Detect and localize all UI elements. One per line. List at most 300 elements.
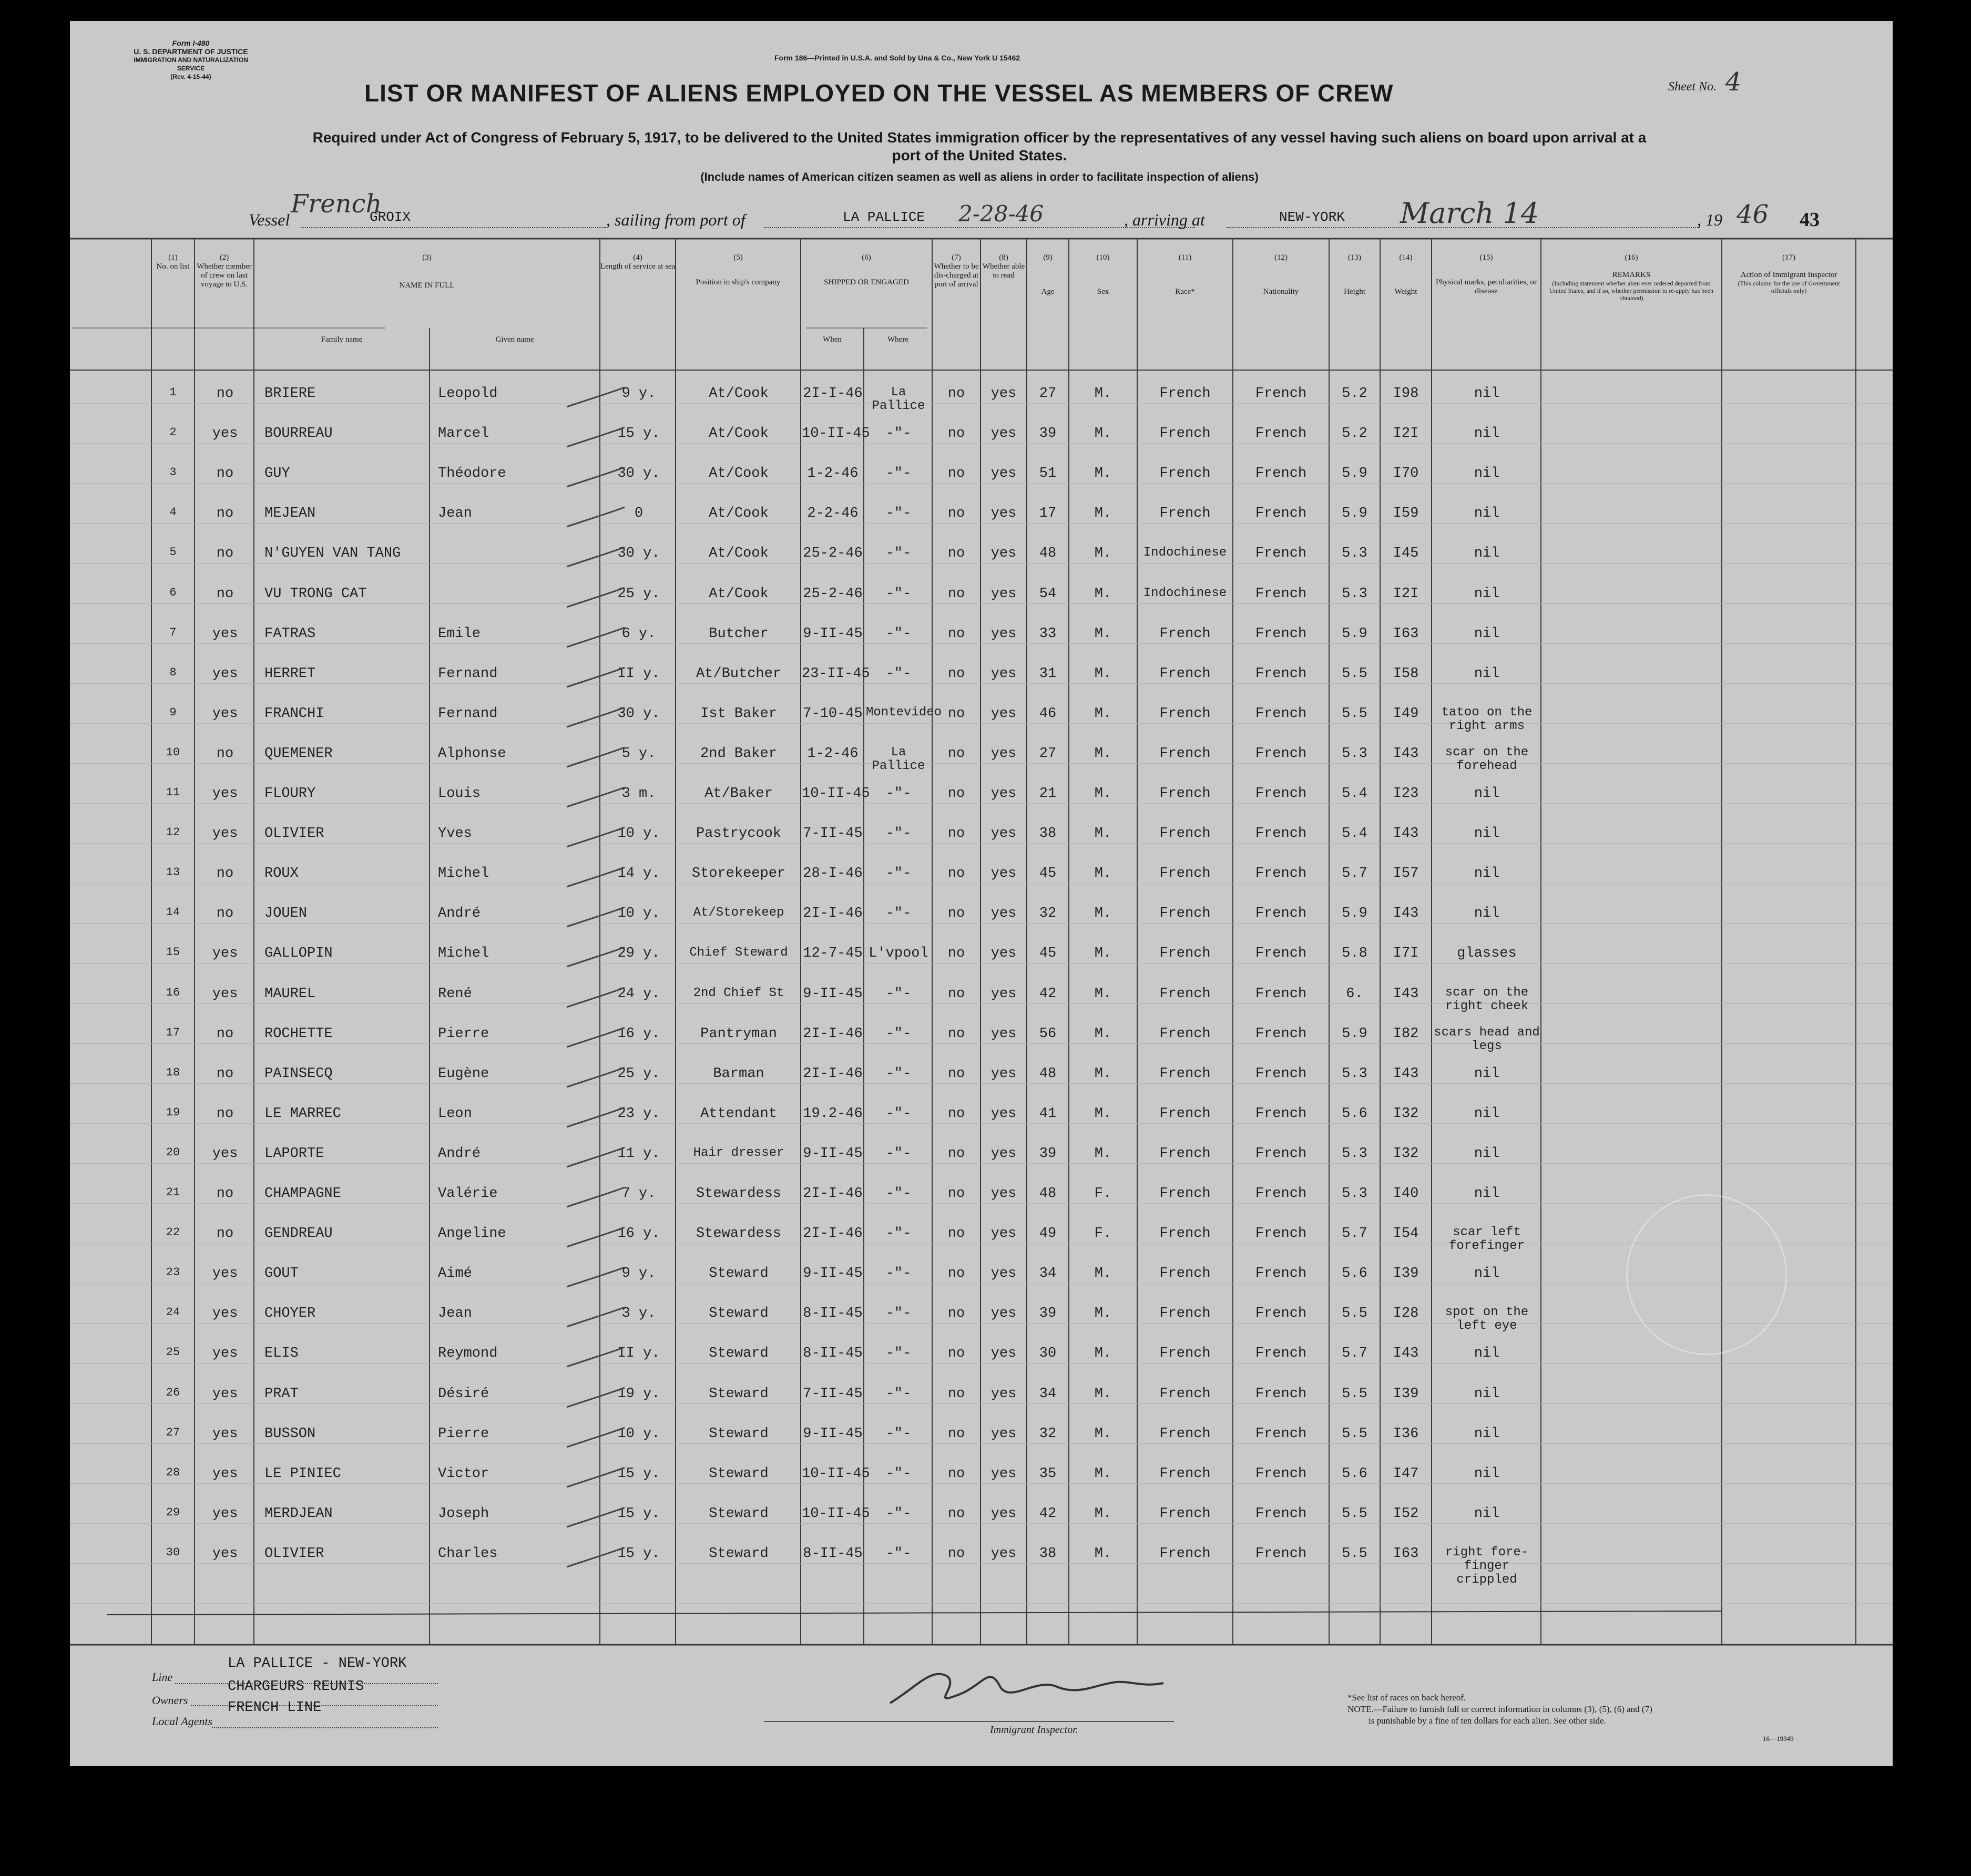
sex-cell: M. bbox=[1094, 1386, 1112, 1402]
sex-cell: M. bbox=[1094, 1145, 1112, 1162]
physical-marks-cell: scars head and legs bbox=[1434, 1025, 1540, 1053]
height-cell: 5.6 bbox=[1342, 1266, 1367, 1282]
height-cell: 5.3 bbox=[1342, 1186, 1367, 1202]
weight-cell: I40 bbox=[1393, 1186, 1419, 1202]
able-to-read-cell: yes bbox=[990, 705, 1017, 722]
weight-cell: I23 bbox=[1393, 786, 1419, 802]
local-agents-label: Local Agents bbox=[152, 1715, 213, 1728]
shipped-when-cell: 10-II-45 bbox=[802, 1465, 870, 1482]
nationality-cell: French bbox=[1255, 1545, 1307, 1562]
nationality-cell: French bbox=[1255, 986, 1307, 1002]
family-name-cell: BOURREAU bbox=[264, 426, 333, 442]
age-cell: 21 bbox=[1039, 786, 1057, 802]
shipped-when-cell: 7-II-45 bbox=[803, 826, 863, 842]
given-name-cell: Angeline bbox=[438, 1226, 506, 1242]
discharged-cell: no bbox=[947, 586, 965, 602]
height-cell: 5.3 bbox=[1342, 1145, 1367, 1162]
height-cell: 5.6 bbox=[1342, 1465, 1367, 1482]
check-mark bbox=[564, 745, 627, 771]
nationality-cell: French bbox=[1255, 826, 1307, 842]
discharged-cell: no bbox=[947, 626, 965, 642]
age-cell: 38 bbox=[1039, 1545, 1057, 1562]
age-cell: 54 bbox=[1039, 586, 1057, 602]
family-name-cell: CHAMPAGNE bbox=[264, 1186, 341, 1202]
race-cell: French bbox=[1159, 1026, 1211, 1042]
shipped-where-cell: -"- bbox=[885, 906, 912, 922]
check-mark bbox=[564, 1225, 627, 1251]
local-agents-value: FRENCH LINE bbox=[228, 1700, 322, 1716]
row-number-cell: 6 bbox=[169, 586, 177, 599]
age-cell: 34 bbox=[1039, 1386, 1057, 1402]
race-cell: French bbox=[1159, 866, 1211, 882]
prev-voyage-cell: yes bbox=[212, 626, 238, 642]
row-number-cell: 23 bbox=[166, 1266, 180, 1279]
able-to-read-cell: yes bbox=[990, 506, 1017, 522]
col-age-header: (9) Age bbox=[1041, 253, 1055, 296]
position-cell: 2nd Baker bbox=[700, 745, 777, 762]
physical-marks-cell: nil bbox=[1474, 1346, 1500, 1362]
race-cell: French bbox=[1159, 466, 1211, 482]
discharged-cell: no bbox=[947, 1145, 965, 1162]
given-name-cell: Fernand bbox=[438, 705, 498, 722]
height-cell: 5.9 bbox=[1342, 506, 1367, 522]
service-length-cell: 11 y. bbox=[617, 1145, 660, 1162]
service-length-cell: 14 y. bbox=[617, 866, 660, 882]
col-height-header: (13) Height bbox=[1344, 253, 1365, 296]
weight-cell: I63 bbox=[1393, 1545, 1419, 1562]
discharged-cell: no bbox=[947, 1186, 965, 1202]
department: U. S. DEPARTMENT OF JUSTICE bbox=[134, 47, 248, 56]
family-name-cell: FATRAS bbox=[264, 626, 316, 642]
discharged-cell: no bbox=[947, 1505, 965, 1522]
position-cell: Stewardess bbox=[696, 1226, 782, 1242]
nationality-cell: French bbox=[1255, 466, 1307, 482]
weight-cell: I43 bbox=[1393, 745, 1419, 762]
shipped-where-cell: -"- bbox=[885, 546, 912, 562]
col-remarks-header: (16) REMARKS (Including statement whether alien ever ordered deported from United States, and if so, whether permission to re-apply has been obtained) bbox=[1549, 253, 1713, 302]
family-name-cell: GALLOPIN bbox=[264, 946, 333, 962]
physical-marks-cell: nil bbox=[1474, 1065, 1500, 1082]
discharged-cell: no bbox=[947, 906, 965, 922]
row-number-cell: 25 bbox=[166, 1346, 180, 1359]
shipped-when-cell: 25-2-46 bbox=[803, 546, 863, 562]
discharged-cell: no bbox=[947, 665, 965, 682]
departure-port: LA PALLICE bbox=[843, 209, 925, 225]
sex-cell: M. bbox=[1094, 506, 1112, 522]
position-cell: At/Baker bbox=[704, 786, 773, 802]
sex-cell: M. bbox=[1094, 1266, 1112, 1282]
shipped-when-cell: 10-II-45 bbox=[802, 786, 870, 802]
service-length-cell: 3 y. bbox=[621, 1306, 656, 1322]
race-cell: French bbox=[1159, 1346, 1211, 1362]
sex-cell: M. bbox=[1094, 786, 1112, 802]
arrival-port: NEW-YORK bbox=[1279, 209, 1345, 225]
col-discharged-header: (7) Whether to be dis-charged at port of arrival bbox=[934, 253, 979, 289]
sex-cell: M. bbox=[1094, 586, 1112, 602]
sex-cell: M. bbox=[1094, 426, 1112, 442]
weight-cell: I43 bbox=[1393, 1065, 1419, 1082]
col-service-header: (4) Length of service at sea bbox=[600, 253, 676, 271]
owners-value: CHARGEURS REUNIS bbox=[228, 1679, 364, 1695]
position-cell: Pantryman bbox=[700, 1026, 777, 1042]
service-length-cell: 7 y. bbox=[621, 1186, 656, 1202]
height-cell: 5.7 bbox=[1342, 1226, 1367, 1242]
prev-voyage-cell: yes bbox=[212, 426, 238, 442]
height-cell: 5.3 bbox=[1342, 546, 1367, 562]
physical-marks-cell: nil bbox=[1474, 546, 1500, 562]
service-length-cell: 3 m. bbox=[621, 786, 656, 802]
race-cell: French bbox=[1159, 906, 1211, 922]
weight-cell: I45 bbox=[1393, 546, 1419, 562]
prev-voyage-cell: no bbox=[216, 386, 234, 402]
prev-voyage-cell: no bbox=[216, 1226, 234, 1242]
line-label: Line bbox=[152, 1670, 173, 1684]
row-number-cell: 27 bbox=[166, 1426, 180, 1439]
check-mark bbox=[564, 1105, 627, 1131]
nationality-cell: French bbox=[1255, 705, 1307, 722]
family-name-cell: CHOYER bbox=[264, 1306, 316, 1322]
shipped-where-cell: -"- bbox=[885, 1426, 912, 1442]
service-length-cell: 24 y. bbox=[617, 986, 660, 1002]
given-name-cell: Pierre bbox=[438, 1026, 489, 1042]
shipped-when-cell: 2-2-46 bbox=[807, 506, 859, 522]
check-mark bbox=[564, 665, 627, 691]
height-cell: 5.2 bbox=[1342, 426, 1367, 442]
check-mark bbox=[564, 1385, 627, 1411]
race-cell: French bbox=[1159, 1545, 1211, 1562]
position-cell: At/Storekeep bbox=[693, 906, 784, 920]
race-cell: French bbox=[1159, 826, 1211, 842]
col-when-header: When bbox=[823, 335, 842, 344]
physical-marks-cell: spot on the left eye bbox=[1445, 1305, 1529, 1334]
physical-marks-cell: nil bbox=[1474, 786, 1500, 802]
discharged-cell: no bbox=[947, 745, 965, 762]
prev-voyage-cell: yes bbox=[212, 705, 238, 722]
age-cell: 48 bbox=[1039, 1065, 1057, 1082]
weight-cell: I63 bbox=[1393, 626, 1419, 642]
physical-marks-cell: nil bbox=[1474, 1186, 1500, 1202]
age-cell: 56 bbox=[1039, 1026, 1057, 1042]
family-name-cell: MAUREL bbox=[264, 986, 316, 1002]
nationality-cell: French bbox=[1255, 586, 1307, 602]
col-shipped-header: (6) SHIPPED OR ENGAGED bbox=[824, 253, 909, 286]
given-name-cell: Joseph bbox=[438, 1505, 489, 1522]
height-cell: 5.5 bbox=[1342, 1386, 1367, 1402]
discharged-cell: no bbox=[947, 1105, 965, 1122]
age-cell: 48 bbox=[1039, 546, 1057, 562]
given-name-cell: Louis bbox=[438, 786, 481, 802]
weight-cell: I58 bbox=[1393, 665, 1419, 682]
given-name-cell: Leopold bbox=[438, 386, 498, 402]
service-length-cell: 19 y. bbox=[617, 1386, 660, 1402]
physical-marks-cell: nil bbox=[1474, 1465, 1500, 1482]
able-to-read-cell: yes bbox=[990, 626, 1017, 642]
check-mark bbox=[564, 1185, 627, 1211]
family-name-cell: LAPORTE bbox=[264, 1145, 324, 1162]
physical-marks-cell: nil bbox=[1474, 466, 1500, 482]
family-name-cell: PRAT bbox=[264, 1386, 299, 1402]
nationality-cell: French bbox=[1255, 1346, 1307, 1362]
sex-cell: M. bbox=[1094, 1505, 1112, 1522]
given-name-cell: Reymond bbox=[438, 1346, 498, 1362]
discharged-cell: no bbox=[947, 1226, 965, 1242]
shipped-when-cell: 23-II-45 bbox=[802, 665, 870, 682]
sex-cell: M. bbox=[1094, 1105, 1112, 1122]
age-cell: 42 bbox=[1039, 986, 1057, 1002]
age-cell: 51 bbox=[1039, 466, 1057, 482]
prev-voyage-cell: no bbox=[216, 586, 234, 602]
prev-voyage-cell: yes bbox=[212, 1505, 238, 1522]
row-number-cell: 11 bbox=[166, 786, 180, 799]
row-number-cell: 4 bbox=[169, 506, 177, 519]
discharged-cell: no bbox=[947, 506, 965, 522]
service-length-cell: 0 bbox=[634, 506, 644, 522]
given-name-cell: Michel bbox=[438, 866, 489, 882]
weight-cell: I39 bbox=[1393, 1266, 1419, 1282]
position-cell: Steward bbox=[709, 1465, 769, 1482]
check-mark bbox=[564, 1265, 627, 1291]
owners-label: Owners bbox=[152, 1694, 188, 1707]
given-name-cell: Michel bbox=[438, 946, 489, 962]
weight-cell: I52 bbox=[1393, 1505, 1419, 1522]
subtitle-line-1: Required under Act of Congress of February 5, 1917, to be delivered to the United States immigration officer by the representatives of any vessel having such aliens on board upon arrival at a bbox=[312, 129, 1647, 146]
service-length-cell: 30 y. bbox=[617, 546, 660, 562]
sex-cell: M. bbox=[1094, 745, 1112, 762]
given-name-cell: Eugène bbox=[438, 1065, 489, 1082]
weight-cell: I57 bbox=[1393, 866, 1419, 882]
race-cell: French bbox=[1159, 745, 1211, 762]
shipped-where-cell: -"- bbox=[885, 786, 912, 802]
arrival-date: March 14 bbox=[1400, 197, 1539, 230]
sex-cell: M. bbox=[1094, 866, 1112, 882]
race-cell: French bbox=[1159, 665, 1211, 682]
shipped-where-cell: -"- bbox=[885, 1026, 912, 1042]
discharged-cell: no bbox=[947, 1545, 965, 1562]
prev-voyage-cell: yes bbox=[212, 1465, 238, 1482]
race-cell: Indochinese bbox=[1143, 546, 1227, 560]
sex-cell: M. bbox=[1094, 466, 1112, 482]
service-length-cell: 15 y. bbox=[617, 426, 660, 442]
given-name-cell: Désiré bbox=[438, 1386, 489, 1402]
given-name-cell: Pierre bbox=[438, 1426, 489, 1442]
age-cell: 45 bbox=[1039, 946, 1057, 962]
row-number-cell: 3 bbox=[169, 466, 177, 479]
weight-cell: I49 bbox=[1393, 705, 1419, 722]
height-cell: 6. bbox=[1346, 986, 1363, 1002]
able-to-read-cell: yes bbox=[990, 1105, 1017, 1122]
shipped-when-cell: 2I-I-46 bbox=[803, 1226, 863, 1242]
age-cell: 41 bbox=[1039, 1105, 1057, 1122]
shipped-where-cell: -"- bbox=[885, 866, 912, 882]
sex-cell: M. bbox=[1094, 1465, 1112, 1482]
service-length-cell: 16 y. bbox=[617, 1226, 660, 1242]
shipped-where-cell: -"- bbox=[885, 626, 912, 642]
able-to-read-cell: yes bbox=[990, 1026, 1017, 1042]
able-to-read-cell: yes bbox=[990, 466, 1017, 482]
row-number-cell: 14 bbox=[166, 906, 180, 919]
physical-marks-cell: nil bbox=[1474, 665, 1500, 682]
sex-cell: M. bbox=[1094, 1306, 1112, 1322]
discharged-cell: no bbox=[947, 786, 965, 802]
position-cell: Steward bbox=[709, 1505, 769, 1522]
weight-cell: I59 bbox=[1393, 506, 1419, 522]
shipped-where-cell: -"- bbox=[885, 1266, 912, 1282]
position-cell: Butcher bbox=[709, 626, 769, 642]
family-name-cell: MEJEAN bbox=[264, 506, 316, 522]
row-number-cell: 16 bbox=[166, 986, 180, 999]
able-to-read-cell: yes bbox=[990, 1186, 1017, 1202]
family-name-cell: GOUT bbox=[264, 1266, 299, 1282]
family-name-cell: ROCHETTE bbox=[264, 1026, 333, 1042]
physical-marks-cell: nil bbox=[1474, 1505, 1500, 1522]
nationality-cell: French bbox=[1255, 626, 1307, 642]
check-mark bbox=[564, 545, 627, 571]
prev-voyage-cell: yes bbox=[212, 1386, 238, 1402]
service-length-cell: II y. bbox=[617, 665, 660, 682]
sheet-label: Sheet No. bbox=[1668, 80, 1717, 94]
physical-marks-cell: nil bbox=[1474, 906, 1500, 922]
age-cell: 39 bbox=[1039, 1306, 1057, 1322]
shipped-when-cell: 9-II-45 bbox=[803, 626, 863, 642]
weight-cell: I28 bbox=[1393, 1306, 1419, 1322]
weight-cell: I2I bbox=[1393, 426, 1419, 442]
discharged-cell: no bbox=[947, 466, 965, 482]
shipped-where-cell: -"- bbox=[885, 986, 912, 1002]
physical-marks-cell: nil bbox=[1474, 826, 1500, 842]
shipped-where-cell: Montevideo bbox=[866, 705, 942, 720]
check-mark bbox=[564, 1545, 627, 1571]
family-name-cell: GUY bbox=[264, 466, 290, 482]
discharged-cell: no bbox=[947, 1065, 965, 1082]
shipped-where-cell: -"- bbox=[885, 1145, 912, 1162]
discharged-cell: no bbox=[947, 546, 965, 562]
row-number-cell: 12 bbox=[166, 826, 180, 839]
able-to-read-cell: yes bbox=[990, 745, 1017, 762]
prev-voyage-cell: no bbox=[216, 1186, 234, 1202]
able-to-read-cell: yes bbox=[990, 946, 1017, 962]
row-number-cell: 22 bbox=[166, 1226, 180, 1239]
prev-voyage-cell: yes bbox=[212, 1266, 238, 1282]
shipped-where-cell: La Pallice bbox=[872, 745, 925, 773]
shipped-when-cell: 10-II-45 bbox=[802, 426, 870, 442]
given-name-cell: Aimé bbox=[438, 1266, 472, 1282]
height-cell: 5.5 bbox=[1342, 1545, 1367, 1562]
shipped-where-cell: -"- bbox=[885, 586, 912, 602]
height-cell: 5.3 bbox=[1342, 1065, 1367, 1082]
arriving-label: , arriving at bbox=[1124, 210, 1205, 229]
shipped-when-cell: 2I-I-46 bbox=[803, 1065, 863, 1082]
physical-marks-cell: nil bbox=[1474, 1105, 1500, 1122]
race-cell: French bbox=[1159, 386, 1211, 402]
shipped-where-cell: -"- bbox=[885, 1186, 912, 1202]
check-mark bbox=[564, 385, 627, 411]
check-mark bbox=[564, 945, 627, 971]
service-length-cell: 9 y. bbox=[621, 386, 656, 402]
sex-cell: M. bbox=[1094, 1346, 1112, 1362]
physical-marks-cell: nil bbox=[1474, 386, 1500, 402]
position-cell: Ist Baker bbox=[700, 705, 777, 722]
check-mark bbox=[564, 1345, 627, 1371]
weight-cell: I43 bbox=[1393, 906, 1419, 922]
vessel-handwritten: French bbox=[291, 189, 382, 219]
line-value: LA PALLICE - NEW-YORK bbox=[228, 1656, 407, 1672]
row-number-cell: 2 bbox=[169, 426, 177, 439]
physical-marks-cell: nil bbox=[1474, 426, 1500, 442]
sex-cell: M. bbox=[1094, 906, 1112, 922]
age-cell: 42 bbox=[1039, 1505, 1057, 1522]
prev-voyage-cell: yes bbox=[212, 665, 238, 682]
subtitle-line-2: port of the United States. bbox=[892, 147, 1067, 163]
height-cell: 5.4 bbox=[1342, 826, 1367, 842]
height-cell: 5.5 bbox=[1342, 1426, 1367, 1442]
sex-cell: M. bbox=[1094, 1426, 1112, 1442]
form-id: Form I-480 bbox=[172, 39, 210, 47]
family-name-cell: MERDJEAN bbox=[264, 1505, 333, 1522]
family-name-cell: PAINSECQ bbox=[264, 1065, 333, 1082]
height-cell: 5.3 bbox=[1342, 586, 1367, 602]
discharged-cell: no bbox=[947, 1266, 965, 1282]
shipped-where-cell: -"- bbox=[885, 1386, 912, 1402]
sex-cell: F. bbox=[1094, 1226, 1112, 1242]
age-cell: 38 bbox=[1039, 826, 1057, 842]
physical-marks-cell: nil bbox=[1474, 866, 1500, 882]
able-to-read-cell: yes bbox=[990, 986, 1017, 1002]
prev-voyage-cell: yes bbox=[212, 786, 238, 802]
check-mark bbox=[564, 705, 627, 731]
row-number-cell: 26 bbox=[166, 1386, 180, 1399]
given-name-cell: Victor bbox=[438, 1465, 489, 1482]
shipped-when-cell: 2I-I-46 bbox=[803, 1026, 863, 1042]
sailing-label: , sailing from port of bbox=[606, 210, 745, 229]
height-cell: 5.5 bbox=[1342, 705, 1367, 722]
inspector-label: Immigrant Inspector. bbox=[990, 1724, 1078, 1736]
physical-marks-cell: nil bbox=[1474, 1266, 1500, 1282]
height-cell: 5.3 bbox=[1342, 745, 1367, 762]
col-marks-header: (15) Physical marks, peculiarities, or disease bbox=[1435, 253, 1537, 295]
given-name-cell: Charles bbox=[438, 1545, 498, 1562]
shipped-when-cell: 7-10-45 bbox=[803, 705, 863, 722]
shipped-where-cell: -"- bbox=[885, 1065, 912, 1082]
age-cell: 46 bbox=[1039, 705, 1057, 722]
row-number-cell: 20 bbox=[166, 1145, 180, 1159]
sex-cell: M. bbox=[1094, 826, 1112, 842]
nationality-cell: French bbox=[1255, 1426, 1307, 1442]
shipped-when-cell: 19.2-46 bbox=[803, 1105, 863, 1122]
nationality-cell: French bbox=[1255, 546, 1307, 562]
col-read-header: (8) Whether able to read bbox=[982, 253, 1025, 280]
race-cell: French bbox=[1159, 1065, 1211, 1082]
given-name-cell: André bbox=[438, 1145, 481, 1162]
service-length-cell: 29 y. bbox=[617, 946, 660, 962]
check-mark bbox=[564, 1065, 627, 1091]
race-cell: French bbox=[1159, 1186, 1211, 1202]
prev-voyage-cell: no bbox=[216, 1026, 234, 1042]
position-cell: Steward bbox=[709, 1545, 769, 1562]
service-length-cell: 30 y. bbox=[617, 466, 660, 482]
shipped-when-cell: 1-2-46 bbox=[807, 466, 859, 482]
sheet-number: 4 bbox=[1725, 67, 1742, 97]
col-nationality-header: (12) Nationality bbox=[1263, 253, 1299, 296]
nationality-cell: French bbox=[1255, 665, 1307, 682]
family-name-cell: HERRET bbox=[264, 665, 316, 682]
race-cell: French bbox=[1159, 1465, 1211, 1482]
race-cell: French bbox=[1159, 946, 1211, 962]
family-name-cell: LE PINIEC bbox=[264, 1465, 341, 1482]
shipped-when-cell: 1-2-46 bbox=[807, 745, 859, 762]
row-number-cell: 5 bbox=[169, 546, 177, 559]
given-name-cell: Théodore bbox=[438, 466, 506, 482]
position-cell: At/Cook bbox=[709, 546, 769, 562]
